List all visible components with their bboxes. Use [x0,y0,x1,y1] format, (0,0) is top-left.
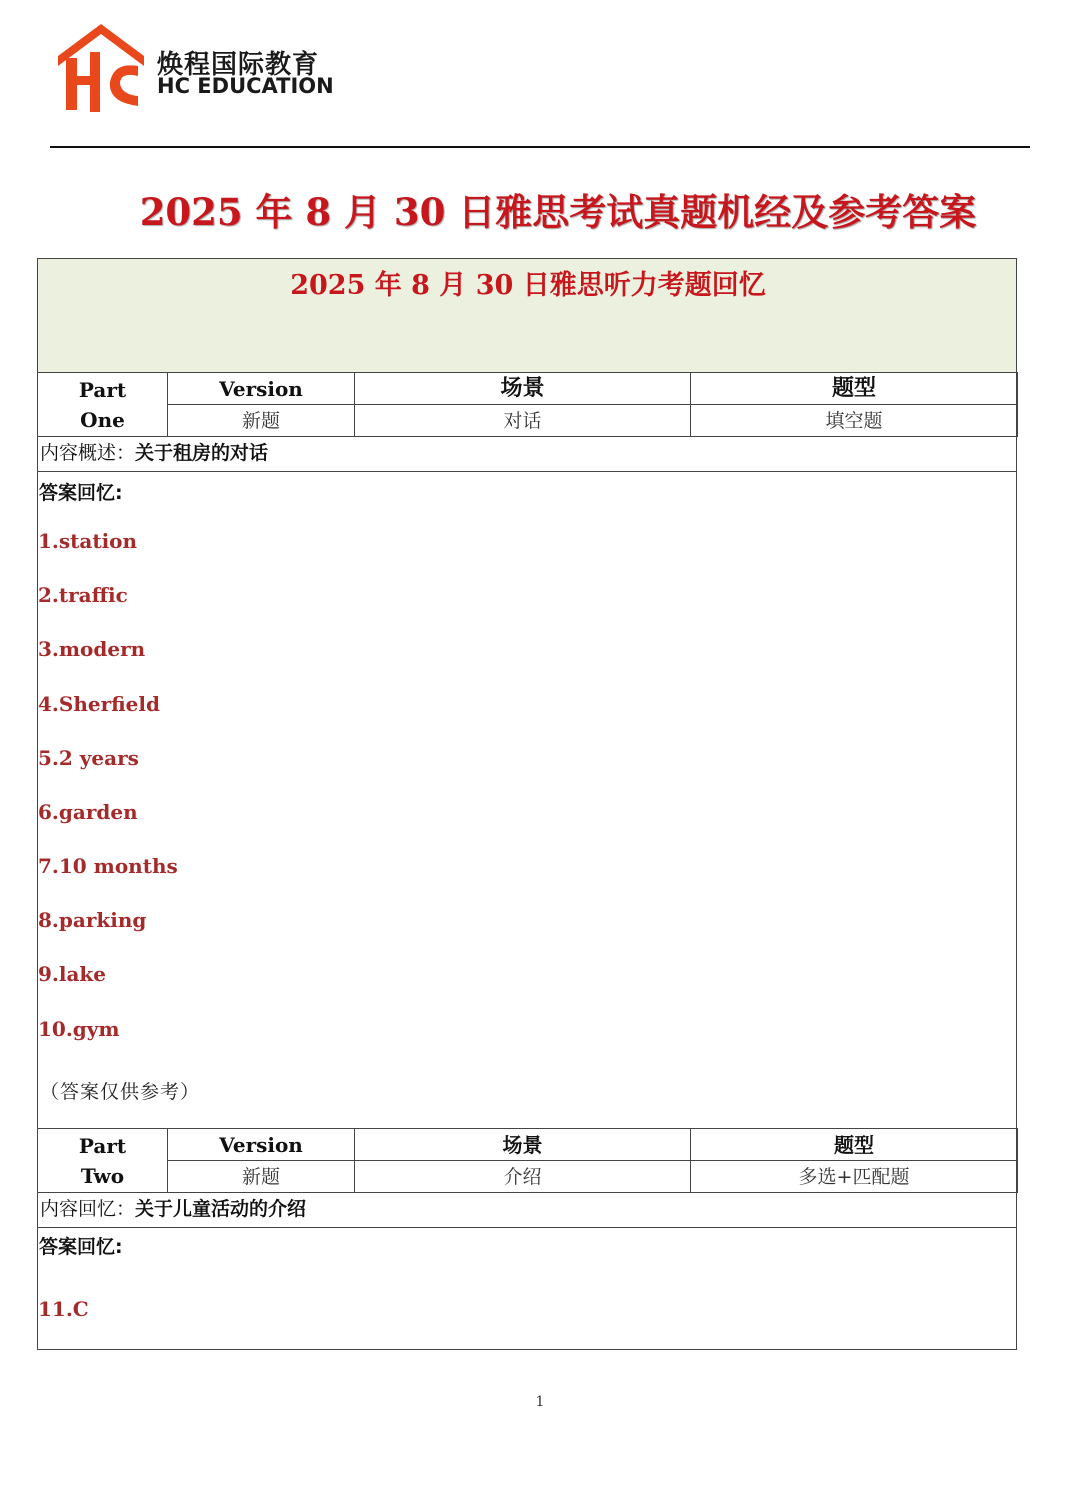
answer-item: 11.C [38,1297,89,1321]
part-two-scene: 介绍 [355,1161,691,1193]
document-title: 2025 年 8 月 30 日雅思考试真题机经及参考答案 [139,190,977,234]
part-two-header-table [37,1128,1018,1193]
part-label-line1: Part [78,377,127,402]
summary-label: 内容回忆： [40,1198,136,1220]
part-two-type: 多选+匹配题 [691,1161,1018,1193]
part-one-label [38,373,168,437]
answer-item: 5.2 years [38,746,139,770]
answer-item: 4.Sherfield [38,692,160,716]
part-two-summary [37,1192,1017,1228]
type-header: 题型 [691,373,1018,405]
scene-header: 场景 [355,373,691,405]
part-two-version: 新题 [168,1161,355,1193]
header-divider [50,146,1030,148]
part-one-summary [37,436,1017,472]
answer-item: 9.lake [38,962,107,986]
answer-item: 8.parking [38,908,147,932]
version-header: Version [168,1129,355,1161]
logo-chinese-name: 焕程国际教育 [157,50,320,80]
summary-value: 关于租房的对话 [135,442,269,464]
brand-logo [56,22,356,117]
answer-item: 2.traffic [38,583,128,607]
summary-label: 内容概述： [40,442,136,464]
part-one-version: 新题 [168,405,355,437]
version-header: Version [168,373,355,405]
answer-item: 1.station [38,529,138,553]
page-number: 1 [535,1394,545,1410]
part-one-answers-label: 答案回忆: [39,482,123,504]
scene-header: 场景 [355,1129,691,1161]
answer-disclaimer: （答案仅供参考） [40,1081,201,1103]
banner-title: 2025 年 8 月 30 日雅思听力考题回忆 [290,270,766,301]
hc-logo-icon [56,22,146,114]
part-label-line2: One [80,407,125,432]
part-two-label [38,1129,168,1193]
part-label-line2: Two [80,1163,125,1188]
answer-item: 6.garden [38,800,138,824]
type-header: 题型 [691,1129,1018,1161]
part-one-header-table [37,372,1018,437]
part-label-line1: Part [78,1133,127,1158]
answer-item: 10.gym [38,1017,120,1041]
section-banner [37,258,1017,373]
logo-english-name: HC EDUCATION [157,74,334,98]
part-two-answers-label: 答案回忆: [39,1236,123,1258]
answer-item: 3.modern [38,637,146,661]
answer-item: 7.10 months [38,854,178,878]
summary-value: 关于儿童活动的介绍 [135,1198,307,1220]
part-one-scene: 对话 [355,405,691,437]
part-one-type: 填空题 [691,405,1018,437]
